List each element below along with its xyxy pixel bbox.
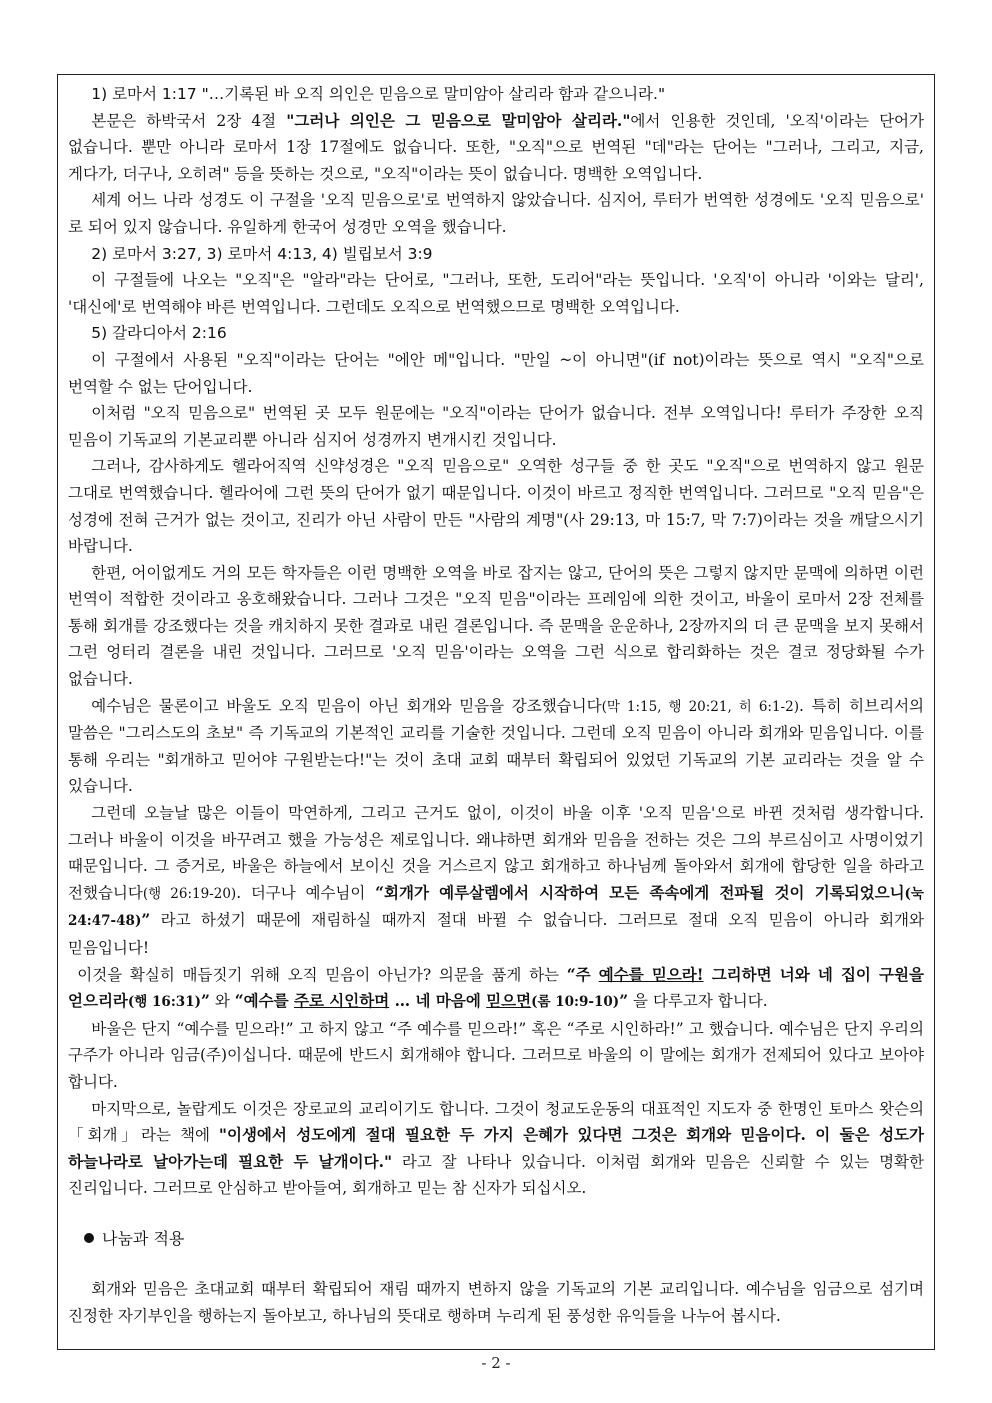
bold-quote: 그리하면 너와 네 집이 구원을 얻으리라	[68, 964, 924, 1011]
page-frame	[57, 74, 935, 1350]
bold-quote: "그러나 의인은 그 믿음으로 말미암아 살리라."	[286, 110, 631, 130]
reference: (막 1:15, 행 20:21, 히 6:1-2)	[601, 698, 799, 715]
text: 그런데 오늘날 많은 이들이 막연하게, 그리고 근거도 없이, 이것이 바울 이후 '오직 믿음'으로 바뀐 것처럼 생각합니다. 그러나 바울이 이것을 바꾸려고 했을 가능성은 제로입니다. 왜냐하면 회개와 믿음을 전하는 것은 그의 부르심이고 사명이었기 때문입니다. 그 증거로, 바울은 하늘에서 보이신 것을 거스르지 않고 회개하고 하나님께 돌아와서 회개에 합당한 일을 하라고 전했습니다	[68, 804, 924, 902]
paragraph-greek-translation: 그러나, 감사하게도 헬라어직역 신약성경은 "오직 믿음으로" 오역한 성구들 중 한 곳도 "오직"으로 번역하지 않고 원문 그대로 번역했습니다. 헬라어에 그런 뜻의 단어가 없기 때문입니다. 이것이 바르고 정직한 번역입니다. 그러므로 "오직 믿음"은 성경에 전혀 근거가 없는 것이고, 진리가 아닌 사람이 만든 "사람의 계명"(사 29:13, 마 15:7, 막 7:7)이라는 것을 깨달으시기 바랍니다.	[68, 457, 924, 556]
paragraph-translations: 세계 어느 나라 성경도 이 구절을 '오직 믿음으로'로 번역하지 않았습니다. 심지어, 루터가 번역한 성경에도 '오직 믿음으로' 로 되어 있지 않습니다. 유일하게 한국어 성경만 오역을 했습니다.	[68, 191, 924, 236]
bullet-icon	[84, 1233, 94, 1243]
paragraph-scholars: 한편, 어이없게도 거의 모든 학자들은 이런 명백한 오역을 바로 잡지는 않고, 단어의 뜻은 그렇지 않지만 문맥에 의하면 이런 번역이 적합한 것이라고 옹호해왔습니다. 그러나 그것은 "오직 믿음"이라는 프레임에 의한 것이고, 바울이 로마서 2장 전체를 통해 회개를 강조했다는 것을 캐치하지 못한 결과로 내린 결론입니다. 즉 문맥을 운운하나, 2장까지의 더 큰 문맥을 보지 못해서 그런 엉터리 결론을 내린 것입니다. 그러므로 '오직 믿음'이라는 오역을 그런 식으로 합리화하는 것은 결코 정당화될 수가 없습니다.	[68, 563, 924, 689]
quote-mark: ”	[619, 991, 629, 1011]
text: 에서 인용한 것인데, '오직'이라는 단어가 없습니다. 뿐만 아니라 로마서 1장 17절에도 없습니다. 또한, "오직"으로 번역된 "데"라는 단어는 "그러나, 그리고, 지금, 게다가, 더구나, 오히려" 등을 뜻하는 것으로, "오직"이라는 뜻이 없습니다. 명백한 오역입니다.	[68, 111, 924, 183]
underlined-quote: 주로 시인하며	[293, 991, 390, 1011]
bold-quote: "이생에서 성도에게 절대 필요한 두 가지 은혜가 있다면 그것은 회개와 믿음이다. 이 둘은 성도가 하늘나라로 날아가는데 필요한 두 날개이다."	[68, 1125, 924, 1171]
text: . 특히 히브리서의 말씀은 "그리스도의 초보" 즉 기독교의 기본적인 교리를 기술한 것입니다. 그런데 오직 믿음이 아니라 회개와 믿음입니다. 이를 통해 우리는 "회개하고 믿어야 구원받는다!"는 것이 초대 교회 때부터 확립되어 있었던 기독교의 기본 교리라는 것을 알 수 있습니다.	[68, 696, 925, 796]
underlined-quote: 예수를 믿으라!	[598, 964, 704, 984]
paragraph-mistranslation: 이처럼 "오직 믿음으로" 번역된 곳 모두 원문에는 "오직"이라는 단어가 없습니다. 전부 오역입니다! 루터가 주장한 오직 믿음이 기독교의 기본교리뿐 아니라 심지어 성경까지 변개시킨 것입니다.	[68, 404, 924, 449]
quote-mark: ”	[200, 991, 210, 1011]
text: 라고 하셨기 때문에 재림하실 때까지 절대 바뀔 수 없습니다. 그러므로 절대 오직 믿음이 아니라 회개와 믿음입니다!	[68, 911, 924, 957]
bold-quote: “회개가 예루살렘에서 시작하여 모든 족속에게 전파될 것이 기록되었으니	[375, 882, 905, 902]
bold-quote: “예수를	[234, 991, 294, 1011]
text: . 더구나 예수님이	[236, 883, 376, 902]
paragraph-paul-mission	[68, 800, 924, 962]
paragraph-lord: 바울은 단지 “예수를 믿으라!” 고 하지 않고 “주 예수를 믿으라!” 혹은 “주로 시인하라!” 고 했습니다. 예수님은 단지 우리의 구주가 아니라 임금(주)이십니다. 때문에 반드시 회개해야 합니다. 그러므로 바울의 이 말에는 회개가 전제되어 있다고 보아야 합니다.	[68, 1019, 924, 1091]
text: 라고 잘 나타나 있습니다. 이처럼 회개와 믿음은 신뢰할 수 있는 명확한 진리입니다. 그러므로 안심하고 받아들여, 회개하고 믿는 참 신자가 되십시오.	[68, 1152, 925, 1198]
text: 본문은 하박국서 2장 4절	[91, 111, 287, 130]
paragraph-presbyterian	[68, 1096, 924, 1202]
page-number: - 2 -	[481, 1354, 511, 1372]
paragraph-alla: 이 구절들에 나오는 "오직"은 "알라"라는 단어로, "그러나, 또한, 도리어"라는 뜻입니다. '오직'이 아니라 '이와는 달리', '대신에'로 번역해야 바른 번역입니다. 그런데도 오직으로 번역했으므로 명백한 오역입니다.	[68, 271, 924, 316]
quote-mark: ”	[141, 910, 151, 930]
heading-galatians-2-16: 5) 갈라디아서 2:16	[91, 324, 227, 343]
paragraph-jesus-paul	[68, 693, 924, 800]
section-title: 나눔과 적용	[102, 1228, 185, 1248]
section-heading	[68, 1226, 924, 1252]
text: 와	[209, 992, 235, 1011]
text: 이것을 확실히 매듭짓기 위해 오직 믿음이 아닌가? 의문을 품게 하는	[77, 965, 567, 984]
paragraph-application: 회개와 믿음은 초대교회 때부터 확립되어 재림 때까지 변하지 않을 기독교의 기본 교리입니다. 예수님을 임금으로 섬기며 진정한 자기부인을 행하는지 돌아보고, 하나님의 뜻대로 행하며 누리게 된 풍성한 유익들을 나누어 봅시다.	[68, 1279, 924, 1325]
text: 예수님은 물론이고 바울도 오직 믿음이 아닌 회개와 믿음을 강조했습니다	[91, 696, 602, 715]
reference: (눅 24:47-48)	[68, 885, 924, 930]
bold-quote: … 네 마음에	[389, 991, 487, 1011]
bold-quote: “주	[566, 964, 599, 984]
paragraph-resolve	[68, 962, 924, 1016]
heading-romans-3-27: 2) 로마서 3:27, 3) 로마서 4:13, 4) 빌립보서 3:9	[91, 244, 433, 263]
text: 을 다루고자 합니다.	[628, 992, 768, 1011]
reference: (행 16:31)	[127, 994, 201, 1011]
underlined-quote: 믿으면	[486, 991, 532, 1011]
heading-romans-1-17: 1) 로마서 1:17 "…기록된 바 오직 의인은 믿음으로 말미암아 살리라 함과 같으니라."	[91, 85, 666, 103]
paragraph-habakkuk	[68, 108, 924, 188]
text: 마지막으로, 놀랍게도 이것은 장로교의 교리이기도 합니다. 그것이 청교도운동의 대표적인 지도자 중 한명인 토마스 왓슨의「회개」라는 책에	[68, 1099, 924, 1145]
reference: (행 26:19-20)	[142, 885, 237, 902]
reference: (롬 10:9-10)	[531, 994, 620, 1011]
paragraph-ean-me: 이 구절에서 사용된 "오직"이라는 단어는 "에안 메"입니다. "만일 ~이 아니면"(if not)이라는 뜻으로 역시 "오직"으로 번역할 수 없는 단어입니다.	[68, 350, 924, 396]
